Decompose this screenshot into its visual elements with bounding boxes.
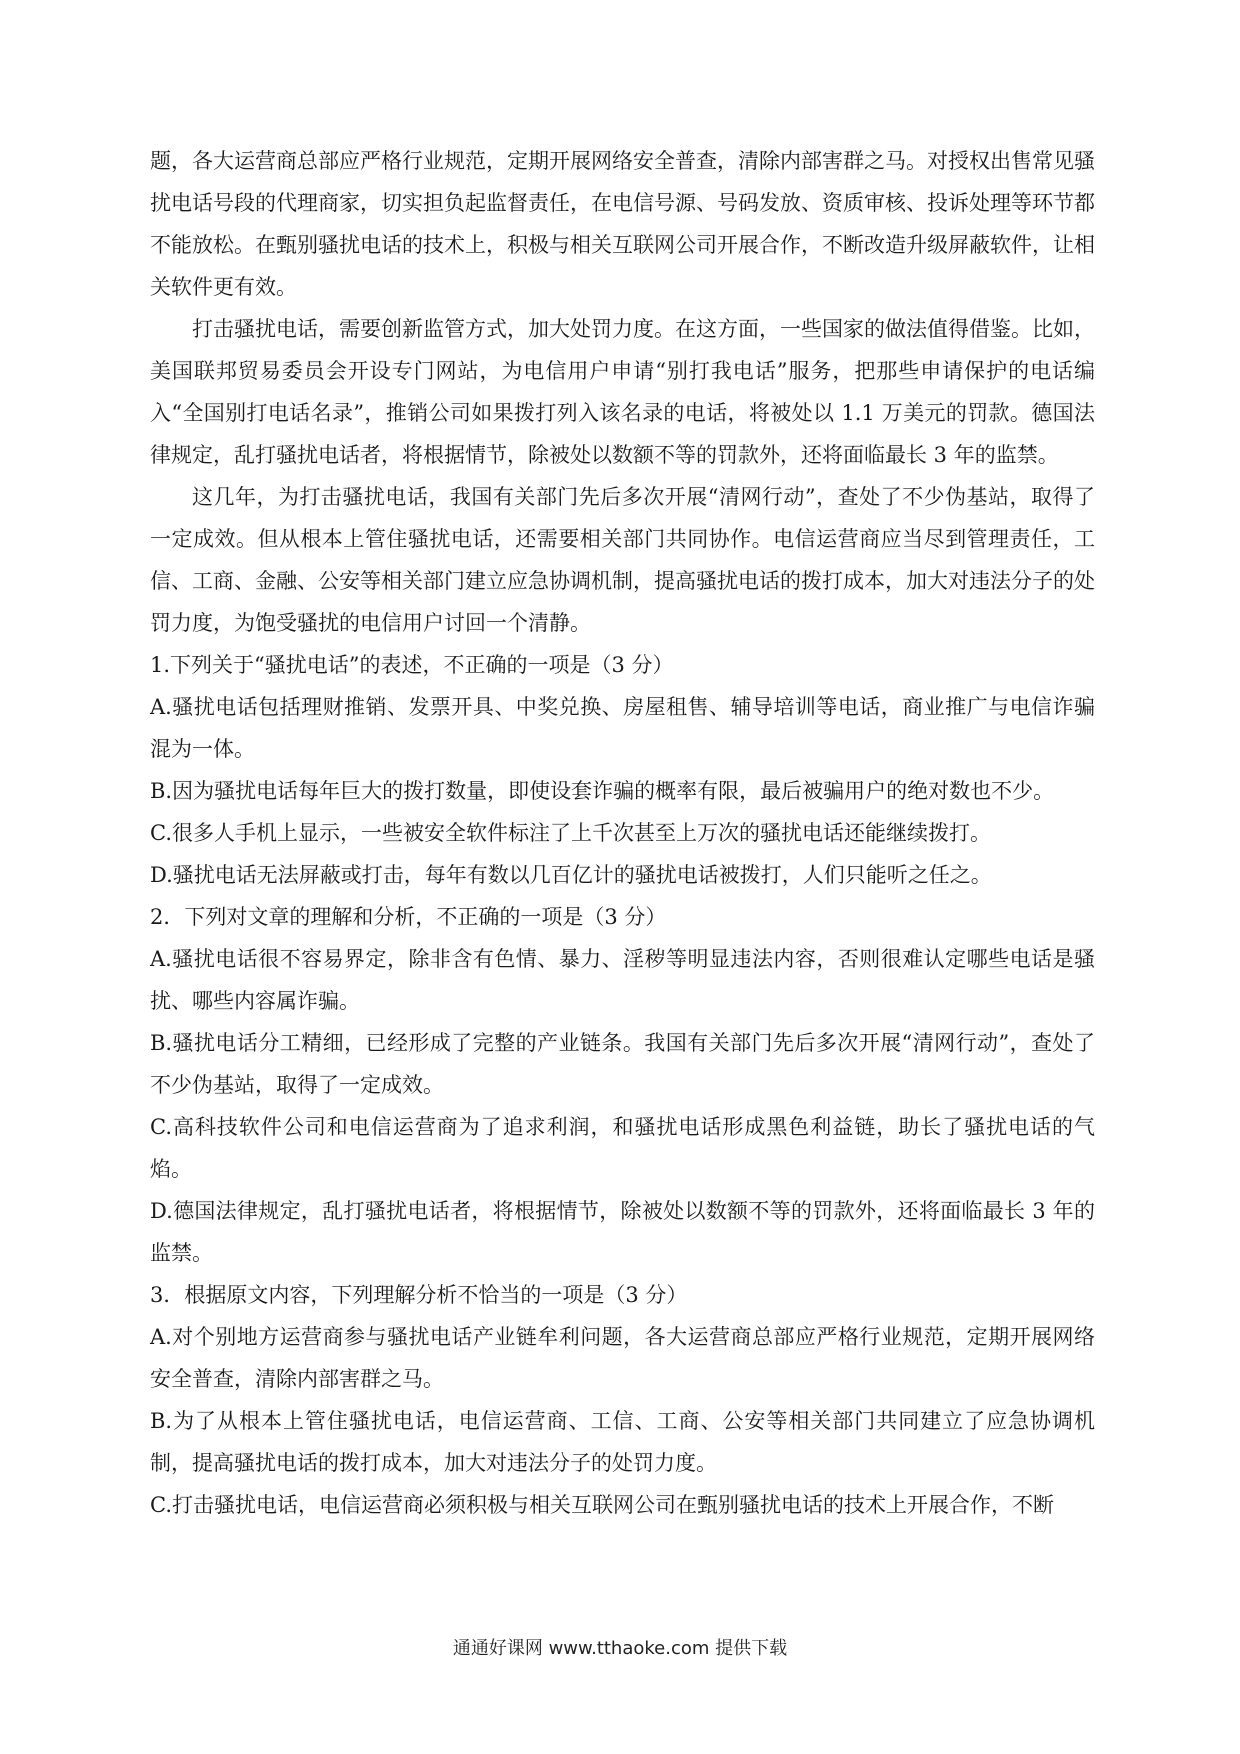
question-stem: 1.下列关于“骚扰电话”的表述，不正确的一项是（3 分）	[150, 653, 674, 677]
option-a: A.骚扰电话很不容易界定，除非含有色情、暴力、淫秽等明显违法内容，否则很难认定哪些电话是骚扰、哪些内容属诈骗。	[150, 947, 1095, 1013]
question-stem: 2．下列对文章的理解和分析，不正确的一项是（3 分）	[150, 905, 667, 929]
option-c: C.高科技软件公司和电信运营商为了追求利润，和骚扰电话形成黑色利益链，助长了骚扰电话的气焰。	[150, 1115, 1095, 1181]
question-3	[150, 1274, 1095, 1526]
paragraph-continued: 题，各大运营商总部应严格行业规范，定期开展网络安全普查，清除内部害群之马。对授权出售常见骚扰电话号段的代理商家，切实担负起监督责任，在电信号源、号码发放、资质审核、投诉处理等环节都不能放松。在甄别骚扰电话的技术上，积极与相关互联网公司开展合作，不断改造升级屏蔽软件，让相关软件更有效。	[150, 149, 1095, 299]
paragraph: 这几年，为打击骚扰电话，我国有关部门先后多次开展“清网行动”，查处了不少伪基站，取得了一定成效。但从根本上管住骚扰电话，还需要相关部门共同协作。电信运营商应当尽到管理责任，工信、工商、金融、公安等相关部门建立应急协调机制，提高骚扰电话的拨打成本，加大对违法分子的处罚力度，为饱受骚扰的电信用户讨回一个清静。	[150, 485, 1095, 635]
option-b: B.骚扰电话分工精细，已经形成了完整的产业链条。我国有关部门先后多次开展“清网行动”，查处了不少伪基站，取得了一定成效。	[150, 1031, 1095, 1097]
option-a: A.对个别地方运营商参与骚扰电话产业链牟利问题，各大运营商总部应严格行业规范，定期开展网络安全普查，清除内部害群之马。	[150, 1325, 1095, 1391]
option-a: A.骚扰电话包括理财推销、发票开具、中奖兑换、房屋租售、辅导培训等电话，商业推广与电信诈骗混为一体。	[150, 695, 1095, 761]
main-content	[150, 140, 1095, 1526]
question-2	[150, 896, 1095, 1274]
option-c: C.打击骚扰电话，电信运营商必须积极与相关互联网公司在甄别骚扰电话的技术上开展合作，不断	[150, 1493, 1054, 1517]
option-b: B.因为骚扰电话每年巨大的拨打数量，即使设套诈骗的概率有限，最后被骗用户的绝对数也不少。	[150, 779, 1055, 803]
question-1	[150, 644, 1095, 896]
option-c: C.很多人手机上显示，一些被安全软件标注了上千次甚至上万次的骚扰电话还能继续拨打。	[150, 821, 991, 845]
question-stem: 3．根据原文内容，下列理解分析不恰当的一项是（3 分）	[150, 1283, 688, 1307]
option-d: D.德国法律规定，乱打骚扰电话者，将根据情节，除被处以数额不等的罚款外，还将面临最长 3 年的监禁。	[150, 1199, 1095, 1265]
option-d: D.骚扰电话无法屏蔽或打击，每年有数以几百亿计的骚扰电话被拨打，人们只能听之任之。	[150, 863, 992, 887]
paragraph: 打击骚扰电话，需要创新监管方式，加大处罚力度。在这方面，一些国家的做法值得借鉴。比如，美国联邦贸易委员会开设专门网站，为电信用户申请“别打我电话”服务，把那些申请保护的电话编入“全国别打电话名录”，推销公司如果拨打列入该名录的电话，将被处以 1.1 万美元的罚款。德国法律规定，乱打骚扰电话者，将根据情节，除被处以数额不等的罚款外，还将面临最长 3 年的监禁。	[150, 317, 1095, 467]
footer-watermark: 通通好课网 www.tthaoke.com 提供下载	[452, 1638, 788, 1659]
option-b: B.为了从根本上管住骚扰电话，电信运营商、工信、工商、公安等相关部门共同建立了应急协调机制，提高骚扰电话的拨打成本，加大对违法分子的处罚力度。	[150, 1409, 1095, 1475]
